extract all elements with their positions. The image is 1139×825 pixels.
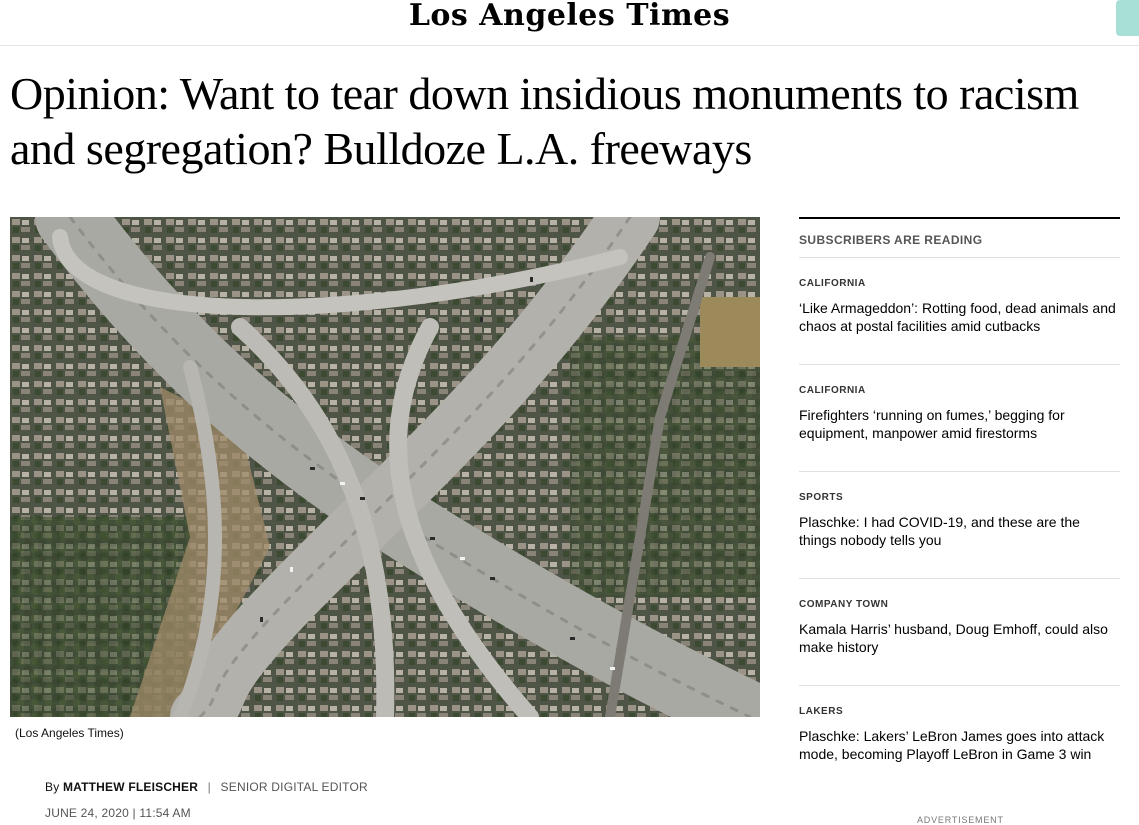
- story-section-link[interactable]: CALIFORNIA: [799, 385, 866, 396]
- story-section-link[interactable]: LAKERS: [799, 706, 844, 717]
- advertisement-label: ADVERTISEMENT: [917, 815, 1004, 825]
- site-logo[interactable]: Los Angeles Times: [408, 0, 731, 33]
- story-headline-link[interactable]: Plaschke: I had COVID-19, and these are the things nobody tells you: [799, 514, 1080, 548]
- story-section-link[interactable]: SPORTS: [799, 492, 844, 503]
- byline-prefix: By: [45, 780, 60, 794]
- rail-story[interactable]: [799, 258, 1120, 365]
- author-role: SENIOR DIGITAL EDITOR: [220, 780, 368, 794]
- rail-story[interactable]: [799, 472, 1120, 579]
- story-section-link[interactable]: CALIFORNIA: [799, 278, 866, 289]
- subscribe-button[interactable]: [1116, 0, 1139, 36]
- story-headline-link[interactable]: Kamala Harris’ husband, Doug Emhoff, could also make history: [799, 621, 1108, 655]
- rail-title: SUBSCRIBERS ARE READING: [799, 219, 1120, 258]
- story-headline-link[interactable]: Plaschke: Lakers’ LeBron James goes into attack mode, becoming Playoff LeBron in Game 3 win: [799, 728, 1105, 762]
- byline: [45, 780, 368, 794]
- hero-image: [10, 217, 760, 717]
- dateline: [45, 806, 191, 820]
- freeway-aerial-photo: [10, 217, 760, 717]
- story-headline-link[interactable]: Firefighters ‘running on fumes,’ begging for equipment, manpower amid firestorms: [799, 407, 1065, 441]
- story-headline-link[interactable]: ‘Like Armageddon’: Rotting food, dead animals and chaos at postal facilities amid cutbacks: [799, 300, 1116, 334]
- publish-date: JUNE 24, 2020: [45, 806, 129, 820]
- author-link[interactable]: MATTHEW FLEISCHER: [62, 780, 199, 794]
- article-headline: Opinion: Want to tear down insidious monuments to racism and segregation? Bulldoze L.A. freeways: [10, 68, 1079, 174]
- rail-story[interactable]: [799, 686, 1120, 793]
- rail-story[interactable]: [799, 365, 1120, 472]
- masthead: [0, 0, 1139, 46]
- publish-time: 11:54 AM: [139, 806, 191, 820]
- dateline-separator: |: [132, 806, 136, 820]
- image-caption: (Los Angeles Times): [15, 726, 124, 740]
- story-section-link[interactable]: COMPANY TOWN: [799, 599, 889, 610]
- byline-separator: |: [207, 780, 211, 794]
- subscribers-reading-rail: [799, 217, 1120, 793]
- rail-story[interactable]: [799, 579, 1120, 686]
